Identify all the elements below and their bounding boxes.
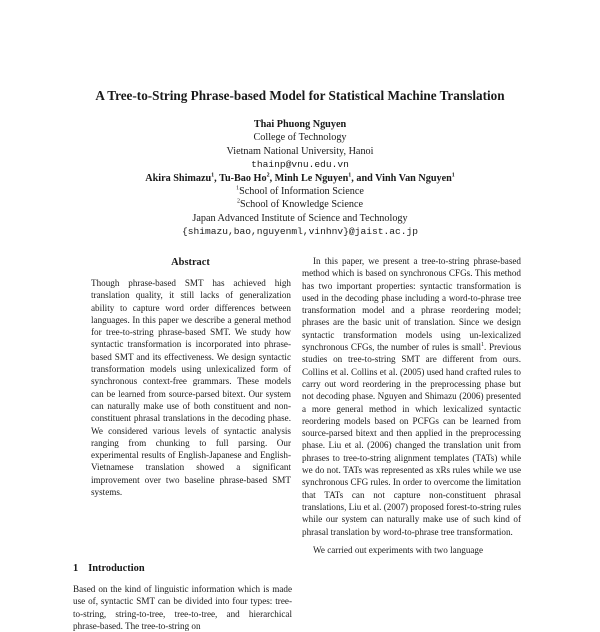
intro-body <box>73 583 292 632</box>
author-block <box>0 118 600 239</box>
right-column <box>302 255 521 556</box>
section-number: 1 <box>73 563 79 574</box>
first-author-affiliation-2: Vietnam National University, Hanoi <box>226 145 374 157</box>
coauthor-name: Akira Shimazu <box>145 172 212 184</box>
right-paragraph-1 <box>302 255 521 538</box>
affiliation-marker: 2 <box>266 172 270 179</box>
affiliation-marker: 2 <box>236 199 240 206</box>
abstract-body <box>91 277 291 498</box>
affiliation-school-1 <box>0 185 600 198</box>
paragraph-text: . Previous studies on tree-to-string SMT are different from ours. Collins et al. Collins et al. (2005) used hand crafted rules to carry out word reordering in the preprocessing phase but not decoding phase. Nguyen and Shimazu (2006) presented a more general method in which lexicalized syntactic reordering models based on PCFGs can be learned from source-parsed bitext and then applied in the preprocessing phase. Liu et al. (2006) changed the translation unit from phrases to tree-to-string alignment templates (TATs) while we do not. TATs was represented as xRs rules while we use synchronous CFG rules. In order to overcome the limitation that TATs can not capture non-constituent phrasal translations, Liu et al. (2007) proposed forest-to-string rules while our system can naturally make use of such kind of phrasal translation by word-to-phrase tree transformation. <box>302 342 521 537</box>
section-title: Introduction <box>88 563 145 574</box>
separator: , <box>214 172 220 184</box>
intro-paragraph: Based on the kind of linguistic information which is made use of, syntactic SMT can be divided into four types: tree-to-string, string-to-tree, tree-to-tree, and hierarchical phrase-based. The tree-to-string on <box>73 584 292 631</box>
coauthor-name: Minh Le Nguyen <box>274 172 349 184</box>
separator: , <box>269 172 275 184</box>
first-author-email: thainp@vnu.edu.vn <box>251 159 349 171</box>
affiliation-marker: 1 <box>348 172 352 179</box>
affiliation-marker: 1 <box>211 172 215 179</box>
affiliation-marker: 1 <box>451 172 455 179</box>
paper-title: A Tree-to-String Phrase-based Model for Statistical Machine Translation <box>95 88 505 103</box>
paragraph-text: In this paper, we present a tree-to-string phrase-based method which is based on synchronous CFGs. This method has two important properties: syntactic transformation is used in the decoding phase including a word-to-phrase tree transformation model and a phrase reordering model; phrases are the basic unit of translation. Since we design syntactic transformation models using un-lexicalized synchronous CFGs, the number of rules is small <box>302 256 521 353</box>
first-author-name: Thai Phuong Nguyen <box>253 119 347 130</box>
coauthor-emails: {shimazu,bao,nguyenml,vinhnv}@jaist.ac.jp <box>181 226 419 238</box>
coauthor-name: Tu-Bao Ho <box>219 172 267 184</box>
coauthor-name: Vinh Van Nguyen <box>375 172 452 184</box>
abstract-heading: Abstract <box>171 257 210 268</box>
footnote-marker: 1 <box>481 342 485 349</box>
affiliation-school-2 <box>0 198 600 211</box>
affiliation-marker: 1 <box>236 185 240 192</box>
coauthor-line <box>0 172 600 185</box>
abstract-paragraph: Though phrase-based SMT has achieved high translation quality, it still lacks of generalization ability to capture word order differences between languages. In this paper we describe a general method for tree-to-string phrase-based SMT. We study how syntactic transformation is incorporated into phrase-based SMT and its effectiveness. We design syntactic transformation models using unlexicalized form of synchronous context-free grammars. These models can be learned from source-parsed bitext. Our system can naturally make use of both constituent and non-constituent phrasal translations in the decoding phase. We considered various levels of syntactic analysis ranging from chunking to full parsing. Our experimental results of English-Japanese and English-Vietnamese translation showed a significant improvement over two baseline phrase-based SMT systems. <box>91 278 291 498</box>
affiliation-text: School of Information Science <box>239 186 364 198</box>
institute-name: Japan Advanced Institute of Science and Technology <box>192 212 408 224</box>
first-author-affiliation-1: College of Technology <box>253 132 347 144</box>
right-paragraph-2: We carried out experiments with two language <box>313 544 484 555</box>
affiliation-text: School of Knowledge Science <box>239 199 364 211</box>
separator: , and <box>351 172 376 184</box>
section-heading <box>73 563 145 574</box>
